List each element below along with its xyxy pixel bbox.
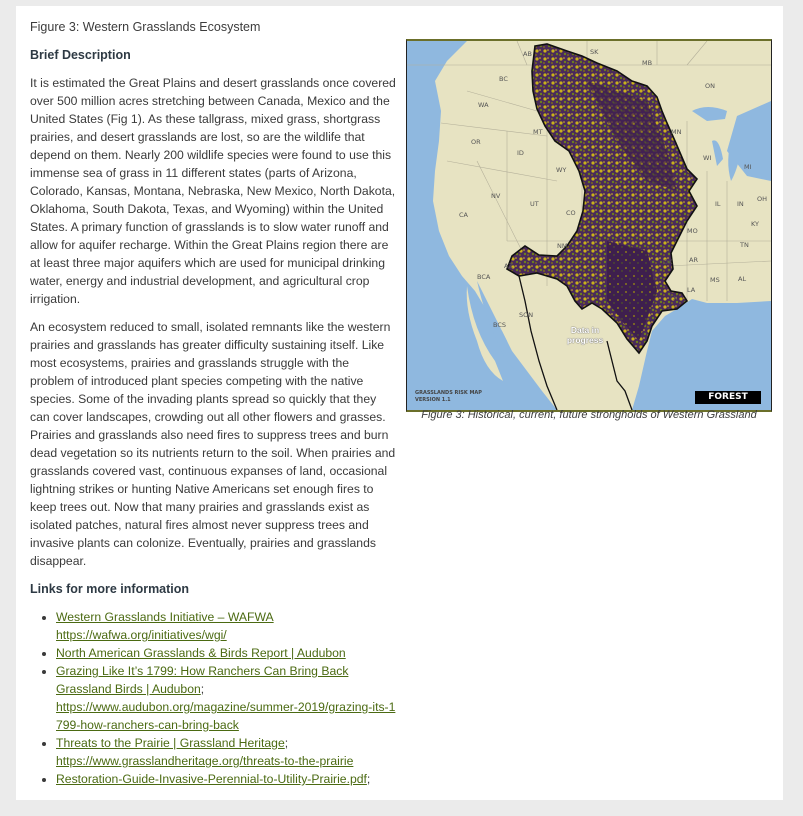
map-label-wi: WI	[703, 154, 712, 162]
map-label-co: CO	[566, 209, 576, 217]
brief-description-heading: Brief Description	[30, 48, 131, 62]
map-label-or: OR	[471, 138, 481, 146]
link-restoration-guide[interactable]: Restoration-Guide-Invasive-Perennial-to-Utility-Prairie.pdf	[56, 772, 367, 786]
map-label-az: AZ	[504, 262, 513, 270]
list-item	[56, 644, 396, 662]
map-title: GRASSLANDS RISK MAP	[415, 390, 482, 396]
map-label-ok: OK	[663, 258, 673, 266]
map-label-tn: TN	[740, 241, 749, 249]
map-version: VERSION 1.1	[415, 397, 451, 403]
list-item	[56, 770, 396, 788]
separator: ;	[284, 736, 289, 750]
map-label-ky: KY	[751, 220, 760, 228]
links-heading: Links for more information	[30, 582, 190, 596]
map-label-mn: MN	[671, 128, 682, 136]
map-label-la: LA	[687, 286, 696, 294]
map-label-sk: SK	[590, 48, 599, 56]
map-label-wa: WA	[478, 101, 489, 109]
map-label-tx: TX	[669, 294, 678, 302]
map-label-bcs: BCS	[493, 321, 507, 329]
link-wafwa-initiative[interactable]: Western Grasslands Initiative – WAFWA	[56, 610, 274, 624]
map-label-ms: MS	[710, 276, 720, 284]
map-label-bca: BCA	[477, 273, 491, 281]
map-label-id: ID	[517, 149, 524, 157]
link-grazing-article[interactable]: Grazing Like It’s 1799: How Ranchers Can Bring Back Grassland Birds | Audubon	[56, 664, 349, 696]
map-label-ab: AB	[523, 50, 532, 58]
description-paragraph-2: An ecosystem reduced to small, isolated remnants like the western prairies and grasslands has greater difficulty sustaining itself. Like most ecosystems, prairies and grasslands struggle with the problem of introduced plant species competing with the native species. Some of the invading plants spread so quickly that they can cover landscapes, crowding out all other flowers and grasses. Prairies and grasslands also need fires to suppress trees and burn dead vegetation so its nutrients return to the soil. When prairies and grasslands covered vast, continuous expanses of land, occasional lightning strikes or hunting Native Americans set enough fires to keep trees out. Now that many prairies and grasslands exist as isolated patches, natural fires almost never suppress trees and invasive plants can colonize. Eventually, prairies and grasslands disappear.	[30, 320, 396, 568]
map-label-in: IN	[737, 200, 744, 208]
map-graphic	[407, 41, 771, 410]
list-item	[56, 608, 396, 644]
map-label-nm: NM	[557, 242, 568, 250]
separator: ;	[200, 682, 205, 696]
forest-badge: FOREST	[695, 391, 761, 404]
map-label-wy: WY	[556, 166, 567, 174]
list-item	[56, 662, 396, 734]
map-label-mi: MI	[744, 163, 752, 171]
list-item	[56, 734, 396, 770]
description-paragraph-1: It is estimated the Great Plains and desert grasslands once covered over 500 million acres stretching between Canada, Mexico and the United States (Fig 1). As these tallgrass, mixed grass, shortgrass prairies, and desert grasslands are lost, so are the wildlife that depend on them. Nearly 200 wildlife species were found to use this immense sea of grass in 11 different states (parts of Arizona, Colorado, Kansas, Montana, Nebraska, New Mexico, North Dakota, Oklahoma, South Dakota, Texas, and Wyoming) within the United States. A primary function of grasslands is to slow water runoff and allow for aquifer recharge. Within the Great Plains region there are at least three major aquifers which are used for municipal drinking water, energy and industrial development, and agricultural crop irrigation.	[30, 76, 396, 306]
map-label-il: IL	[715, 200, 721, 208]
map-label-mb: MB	[642, 59, 653, 67]
content-card	[16, 6, 783, 800]
link-audubon-report[interactable]: North American Grasslands & Birds Report | Audubon	[56, 646, 346, 660]
data-in-progress-label: Data in progress	[566, 325, 604, 345]
map-label-ca: CA	[459, 211, 468, 219]
map-label-mt: MT	[533, 128, 543, 136]
separator: ;	[366, 772, 371, 786]
link-threats-url[interactable]: https://www.grasslandheritage.org/threats-to-the-prairie	[56, 754, 354, 768]
map-label-son: SON	[519, 311, 534, 319]
map-label-on: ON	[705, 82, 715, 90]
figure-caption: Figure 3: Historical, current, future strongholds of Western Grassland	[421, 409, 757, 421]
figure-title: Figure 3: Western Grasslands Ecosystem	[30, 20, 261, 34]
link-grazing-url[interactable]: https://www.audubon.org/magazine/summer-2019/grazing-its-1799-how-ranchers-can-bring-back	[56, 700, 396, 732]
map-label-nv: NV	[491, 192, 501, 200]
links-list	[30, 608, 396, 788]
link-wafwa-url[interactable]: https://wafwa.org/initiatives/wgi/	[56, 628, 227, 642]
grasslands-risk-map	[406, 39, 772, 412]
map-label-al: AL	[738, 275, 747, 283]
map-version-label	[415, 390, 482, 404]
map-label-mo: MO	[687, 227, 698, 235]
map-label-bc: BC	[499, 75, 508, 83]
left-column	[30, 48, 396, 788]
map-label-ut: UT	[530, 200, 539, 208]
map-label-ar: AR	[689, 256, 698, 264]
link-threats-prairie[interactable]: Threats to the Prairie | Grassland Heritage	[56, 736, 285, 750]
map-label-oh: OH	[757, 195, 768, 203]
